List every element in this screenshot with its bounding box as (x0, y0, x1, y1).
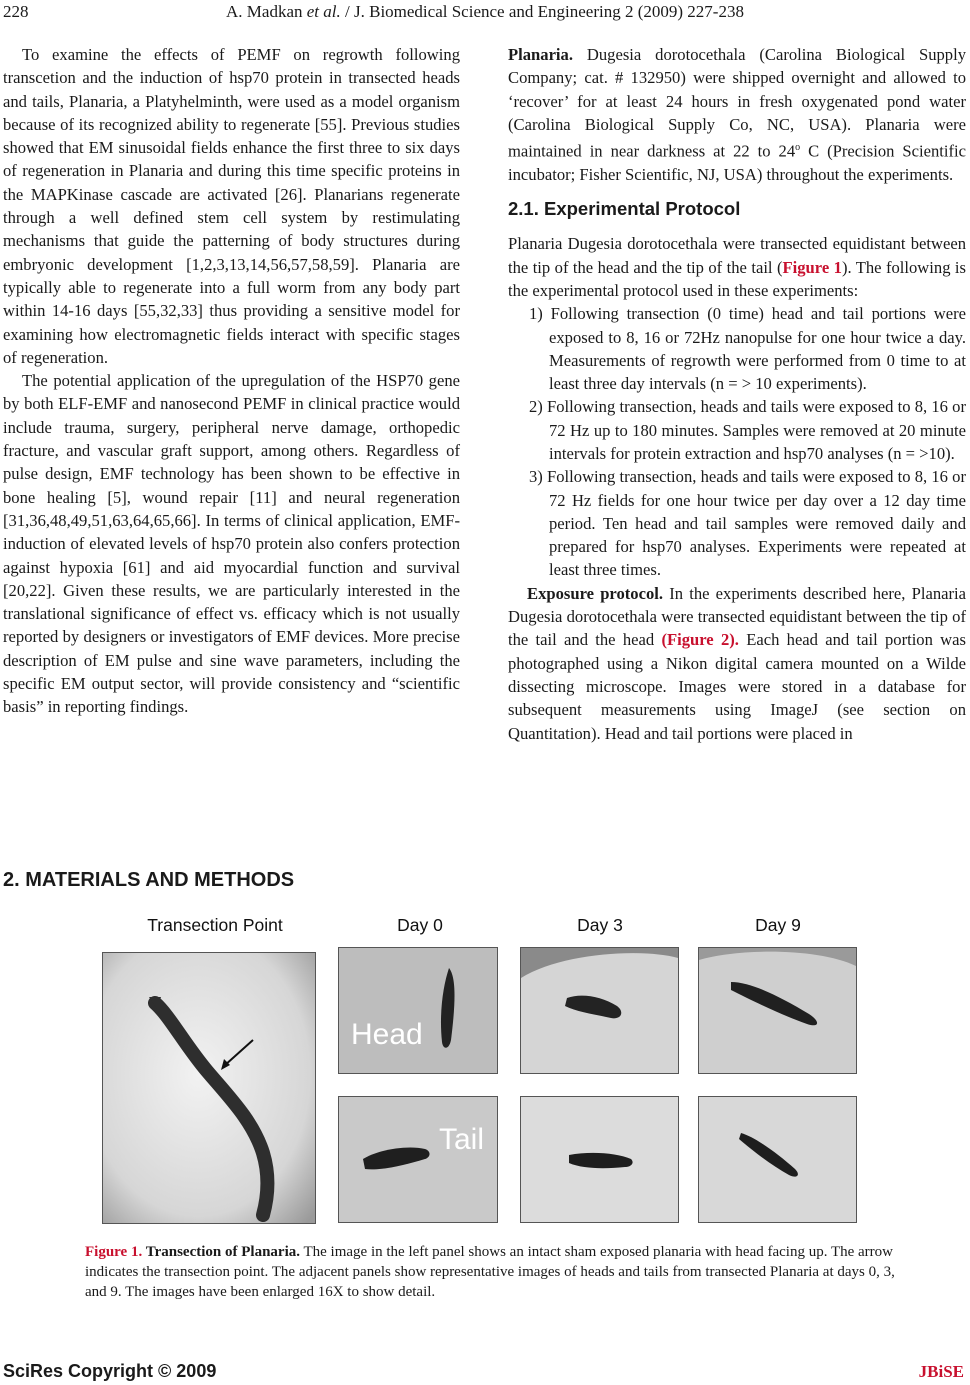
head-day-9-image (699, 948, 856, 1073)
label-day-9: Day 9 (755, 915, 801, 935)
right-column (508, 43, 966, 745)
caption-label: Figure 1. (85, 1244, 143, 1260)
head-label: Head (351, 1018, 423, 1051)
caption-text: The image in the left panel shows an intact sham exposed planaria with head facing up. The arrow indicates the transection point. The adjacent panels show representative images of heads and tails from transected Planaria at days 0, 3, and 9. The images have been enlarged 16X to show detail. (85, 1244, 895, 1300)
figure-1-caption (85, 1242, 915, 1302)
panel-tail-day-9 (698, 1096, 857, 1223)
figure-2-link[interactable]: (Figure 2). (661, 630, 739, 650)
panel-head-day-9 (698, 947, 857, 1074)
head-day-3-image (521, 948, 678, 1073)
panel-tail-day-0 (338, 1096, 498, 1223)
panel-transection-point (102, 952, 316, 1224)
panel-head-day-0 (338, 947, 498, 1074)
section-heading-materials-methods: 2. MATERIALS AND METHODS (3, 869, 295, 891)
figure-1-link[interactable]: Figure 1 (782, 257, 842, 277)
tail-label: Tail (439, 1123, 485, 1156)
protocol-item-2: 2) Following transection, heads and tails were exposed to 8, 16 or 72 Hz up to 180 minutes. Samples were removed at 20 minute intervals for protein extraction and hsp70 analyses (n = >10). (529, 397, 966, 463)
panel-head-day-3 (520, 947, 679, 1074)
label-day-0: Day 0 (397, 915, 443, 935)
page-number: 228 (3, 2, 29, 21)
panel-tail-day-3 (520, 1096, 679, 1223)
running-head: A. Madkan et al. / J. Biomedical Science and Engineering 2 (2009) 227-238 (226, 2, 744, 21)
tail-day-3-image (521, 1097, 678, 1222)
footer-journal: JBiSE (918, 1362, 964, 1381)
figure-1 (100, 915, 870, 1235)
whole-planaria-image (103, 953, 315, 1223)
label-day-3: Day 3 (577, 915, 623, 935)
label-transection-point: Transection Point (147, 915, 283, 935)
head-day-0-image (339, 948, 497, 1073)
protocol-item-3: 3) Following transection, heads and tails were exposed to 8, 16 or 72 Hz fields for one hour twice per day over a 12 day time period. Ten head and tail samples were removed daily and prepared for hsp70 analyses. Experiments were repeated at least three times. (529, 467, 966, 580)
page-header (0, 0, 970, 24)
footer-copyright: SciRes Copyright © 2009 (3, 1361, 217, 1381)
paragraph-protocol-intro: Planaria Dugesia dorotocethala were transected equidistant between the tip of the head and the tip of the tail (Figure 1). The following is the experimental protocol used in these experiments: (508, 234, 966, 300)
caption-title: Transection of Planaria. (142, 1244, 300, 1260)
subsection-heading-protocol: 2.1. Experimental Protocol (508, 198, 741, 220)
paragraph-clinical-application: The potential application of the upregulation of the HSP70 gene by both ELF-EMF and nanosecond PEMF in clinical practice would include trauma, surgery, peripheral nerve damage, orthopedic fracture, and vascular graft support, among others. Regardless of pulse design, EMF technology has been shown to be effective in bone healing [5], wound repair [11] and neural regeneration [31,36,48,49,51,63,64,65,66]. In terms of clinical application, EMF-induction of elevated levels of hsp70 protein also confers protection against hypoxia [61] and aid myocardial function and survival [20,22]. Given these results, we are particularly interested in the translational significance of effect vs. efficacy which is not usually reported by designers or investigators of EMF devices. More precise description of EM pulse and sine wave parameters, including the specific EM output sector, will provide consistency and “scientific basis” in reporting findings. (3, 371, 460, 717)
paragraph-planaria: Planaria. Dugesia dorotocethala (Carolina Biological Supply Company; cat. # 132950) were shipped overnight and allowed to ‘recover’ for at least 24 hours in fresh oxygenated pond water (Carolina Biological Supply Co, NC, USA). Planaria were maintained in near darkness at 22 to 24$^o$ C (Precision Scientific incubator; Fisher Scientific, NJ, USA) throughout the experiments. (508, 45, 966, 185)
protocol-list (508, 302, 966, 582)
tail-day-9-image (699, 1097, 856, 1222)
protocol-item-1: 1) Following transection (0 time) head and tail portions were exposed to 8, 16 or 72Hz nanopulse for one hour twice a day. Measurements of regrowth were performed from 0 time to at least three day intervals (n = > 10 experiments). (529, 304, 966, 394)
paragraph-planaria-model: To examine the effects of PEMF on regrowth following transcetion and the induction of hsp70 protein in transected heads and tails, Planaria, a Platyhelminth, were used as a model organism because of its recognized ability to regenerate [55]. Previous studies showed that EM sinusoidal fields enhance the first three to six days of regeneration in Planaria and during this time specific proteins in the MAPKinase cascade are activated [26]. Planarians regenerate through a well defined stem cell system by restimulating mechanisms that guide the patterning of body structures during embryonic development [1,2,3,13,14,56,57,58,59]. Planaria are typically able to regenerate into a full worm from any body part within 14-16 days [55,32,33] thus providing a sensitive model for examining how electromagnetic fields interact with specific stages of regeneration. (3, 45, 460, 367)
left-column (3, 43, 460, 719)
tail-day-0-image (339, 1097, 497, 1222)
paragraph-exposure-protocol: Exposure protocol. In the experiments described here, Planaria Dugesia dorotocethala were transected equidistant between the tip of the tail and the head (Figure 2). Each head and tail portion was photographed using a Nikon digital camera mounted on a Wilde dissecting microscope. Images were stored in a database for subsequent measurements using ImageJ (see section on Quantitation). Head and tail portions were placed in (508, 583, 966, 743)
